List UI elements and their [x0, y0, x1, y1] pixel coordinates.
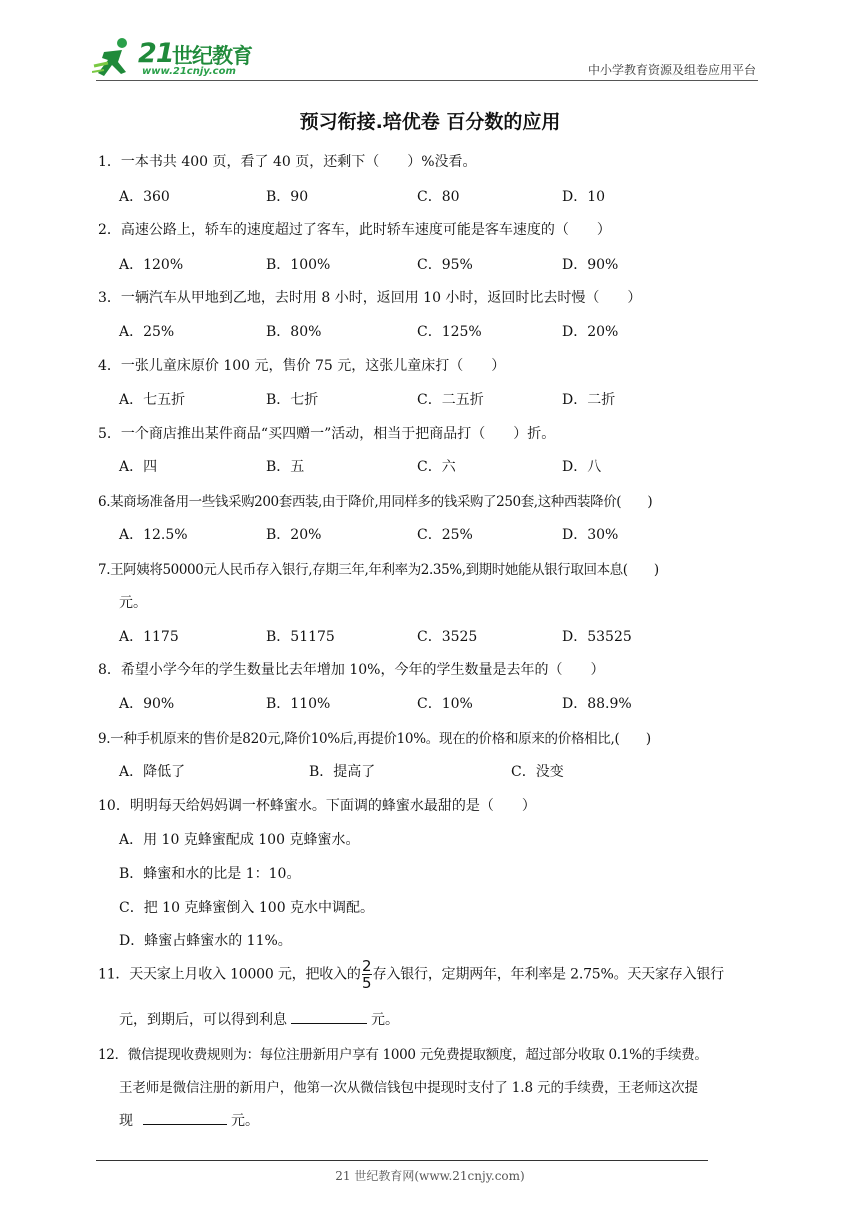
q8-option-b: B．110%: [266, 696, 331, 712]
fraction-numerator: 2: [361, 957, 372, 975]
q10-option-a: A．用 10 克蜂蜜配成 100 克蜂蜜水。: [119, 832, 360, 848]
question-5-stem: 5．一个商店推出某件商品“买四赠一”活动，相当于把商品打（ ）折。: [98, 426, 556, 442]
question-12-line2: 王老师是微信注册的新用户，他第一次从微信钱包中提现时支付了 1.8 元的手续费，王老师这次提: [119, 1080, 698, 1096]
q3-option-c: C．125%: [417, 324, 482, 340]
q3-option-d: D．20%: [562, 324, 619, 340]
q10-option-c: C．把 10 克蜂蜜倒入 100 克水中调配。: [119, 900, 375, 916]
q1-option-b: B．90: [266, 189, 309, 205]
q9-option-b: B．提高了: [309, 764, 376, 780]
q5-option-a: A．四: [119, 459, 158, 475]
q12-line3-before: 现: [119, 1113, 133, 1129]
q5-option-d: D．八: [562, 459, 602, 475]
q8-option-c: C．10%: [417, 696, 473, 712]
q5-option-c: C．六: [417, 459, 456, 475]
q10-option-b: B．蜂蜜和水的比是 1：10。: [119, 866, 301, 882]
q8-option-a: A．90%: [119, 696, 175, 712]
answer-blank-withdrawal[interactable]: [143, 1110, 227, 1125]
question-1-stem: 1．一本书共 400 页，看了 40 页，还剩下（ ）%没看。: [98, 154, 477, 170]
q4-option-d: D．二折: [562, 392, 616, 408]
q3-option-a: A．25%: [119, 324, 175, 340]
question-2-stem: 2．高速公路上，轿车的速度超过了客车，此时轿车速度可能是客车速度的（ ）: [98, 222, 611, 238]
question-7-stem: 7.王阿姨将50000元人民币存入银行,存期三年,年利率为2.35%,到期时她能从银行取回本息( ): [98, 562, 659, 578]
question-11-stem: [98, 958, 724, 991]
fraction-denominator: 5: [361, 974, 372, 992]
page-header: [0, 0, 860, 90]
logo-text: 世纪教育: [172, 44, 252, 68]
logo-number: 21: [138, 38, 174, 69]
q5-option-b: B．五: [266, 459, 305, 475]
q1-option-c: C．80: [417, 189, 460, 205]
q2-option-a: A．120%: [119, 257, 184, 273]
q3-option-b: B．80%: [266, 324, 322, 340]
q8-option-d: D．88.9%: [562, 696, 632, 712]
q9-option-c: C．没变: [511, 764, 564, 780]
q7-option-a: A．1175: [119, 629, 179, 645]
q6-option-d: D．30%: [562, 527, 619, 543]
q2-option-b: B．100%: [266, 257, 331, 273]
q11-text-before: 11．天天家上月收入 10000 元，把收入的: [98, 966, 361, 983]
question-6-stem: 6.某商场准备用一些钱采购200套西装,由于降价,用同样多的钱采购了250套,这种西装降价( ): [98, 494, 653, 510]
q12-line3-after: 元。: [231, 1113, 259, 1129]
question-9-stem: 9.一种手机原来的售价是820元,降价10%后,再提价10%。现在的价格和原来的价格相比,( ): [98, 731, 651, 747]
q4-option-b: B．七折: [266, 392, 319, 408]
q4-option-c: C．二五折: [417, 392, 484, 408]
page-title: 预习衔接.培优卷 百分数的应用: [299, 111, 561, 133]
q1-option-d: D．10: [562, 189, 606, 205]
question-3-stem: 3．一辆汽车从甲地到乙地，去时用 8 小时，返回用 10 小时，返回时比去时慢（ ）: [98, 290, 642, 306]
question-12-line3: [119, 1110, 259, 1130]
q4-option-a: A．七五折: [119, 392, 186, 408]
q1-option-a: A．360: [119, 189, 170, 205]
logo-url: www.21cnjy.com: [142, 66, 236, 77]
question-10-stem: 10．明明每天给妈妈调一杯蜂蜜水。下面调的蜂蜜水最甜的是（ ）: [98, 798, 536, 814]
q7-option-b: B．51175: [266, 629, 335, 645]
site-logo[interactable]: [92, 34, 272, 84]
q2-option-d: D．90%: [562, 257, 619, 273]
answer-blank-interest[interactable]: [291, 1009, 367, 1024]
q7-option-d: D．53525: [562, 629, 632, 645]
question-4-stem: 4．一张儿童床原价 100 元，售价 75 元，这张儿童床打（ ）: [98, 358, 506, 374]
q7-option-c: C．3525: [417, 629, 478, 645]
question-8-stem: 8．希望小学今年的学生数量比去年增加 10%，今年的学生数量是去年的（ ）: [98, 662, 605, 678]
question-12-line1: 12．微信提现收费规则为：每位注册新用户享有 1000 元免费提取额度，超过部分收取 0.1%的手续费。: [98, 1047, 708, 1063]
runner-icon: [92, 36, 136, 80]
question-7-stem-cont: 元。: [119, 595, 147, 611]
platform-tagline: 中小学教育资源及组卷应用平台: [587, 63, 756, 77]
q11-line2-before: 元，到期后，可以得到利息: [119, 1012, 287, 1028]
q2-option-c: C．95%: [417, 257, 473, 273]
fraction-two-fifths: [362, 958, 372, 991]
q11-text-after: 存入银行，定期两年，年利率是 2.75%。天天家存入银行: [372, 966, 724, 983]
q6-option-a: A．12.5%: [119, 527, 188, 543]
q10-option-d: D．蜂蜜占蜂蜜水的 11%。: [119, 933, 292, 949]
q9-option-a: A．降低了: [119, 764, 186, 780]
header-divider: [96, 80, 758, 81]
footer-text[interactable]: 21 世纪教育网(www.21cnjy.com): [335, 1169, 525, 1183]
question-11-line2: [119, 1009, 399, 1029]
footer-divider: [96, 1160, 708, 1161]
q6-option-b: B．20%: [266, 527, 322, 543]
q6-option-c: C．25%: [417, 527, 473, 543]
q11-line2-after: 元。: [371, 1012, 399, 1028]
